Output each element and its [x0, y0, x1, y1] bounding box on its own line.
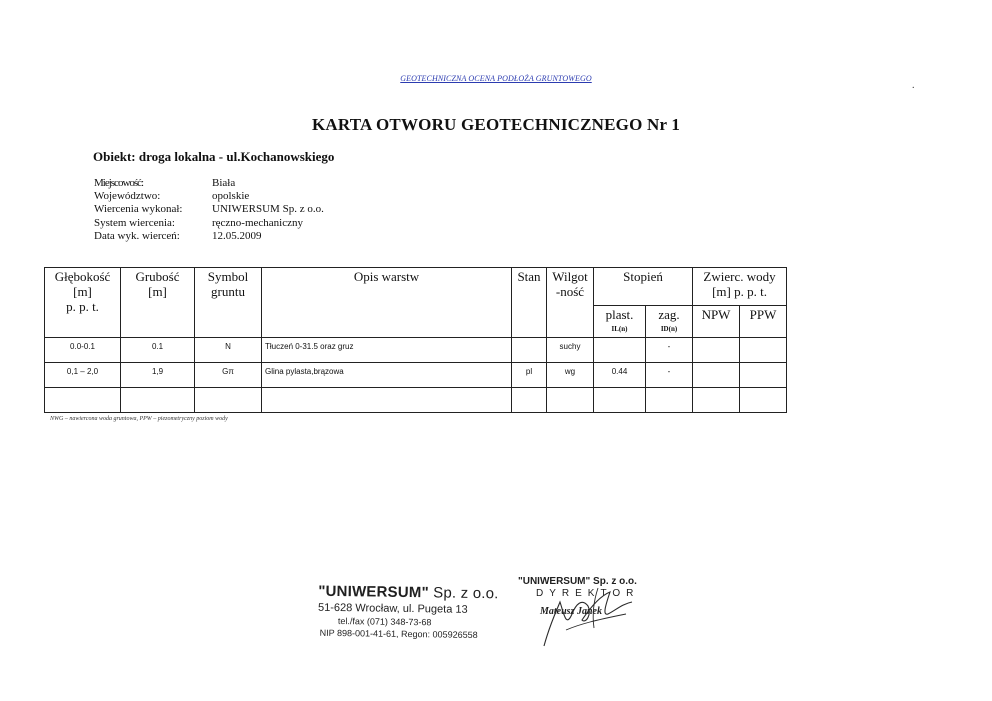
header-zag — [646, 306, 693, 338]
meta-key: Wiercenia wykonał: — [94, 203, 183, 216]
header-ppw-label: PPW — [749, 307, 777, 322]
cell-state — [512, 388, 547, 413]
director-stamp-company: "UNIWERSUM" Sp. z o.o. — [518, 576, 637, 587]
table-row — [45, 388, 787, 413]
header-symbol-l2: gruntu — [211, 284, 245, 299]
cell-description: Glina pylasta,brązowa — [262, 363, 512, 388]
borehole-table — [44, 267, 787, 413]
cell-zag: - — [646, 363, 693, 388]
cell-moisture: suchy — [547, 338, 594, 363]
stamp-company-rest: Sp. z o.o. — [428, 584, 499, 603]
table-row — [45, 363, 787, 388]
header-symbol — [195, 268, 262, 338]
company-stamp — [318, 583, 499, 641]
cell-symbol: Gπ — [195, 363, 262, 388]
cell-state: pl — [512, 363, 547, 388]
table-row — [45, 338, 787, 363]
meta-row — [94, 177, 324, 190]
header-plast-symbol: IL(n) — [611, 325, 628, 333]
page-title: KARTA OTWORU GEOTECHNICZNEGO Nr 1 — [311, 115, 681, 134]
header-plast — [594, 306, 646, 338]
meta-block — [94, 177, 324, 243]
header-ppw — [740, 306, 787, 338]
header-degree: Stopień — [594, 268, 693, 306]
cell-ppw — [740, 338, 787, 363]
meta-value: ręczno-mechaniczny — [212, 216, 303, 229]
header-plast-label: plast. — [605, 307, 634, 322]
header-npw-label: NPW — [701, 307, 731, 322]
cell-description — [262, 388, 512, 413]
meta-row — [94, 230, 324, 243]
header-link[interactable]: GEOTECHNICZNA OCENA PODŁOŻA GRUNTOWEGO — [400, 74, 592, 83]
cell-thickness — [121, 388, 195, 413]
director-stamp-name: Mateusz Janek — [540, 606, 602, 617]
cell-symbol — [195, 388, 262, 413]
header-thickness — [121, 268, 195, 338]
header-thickness-l1: Grubość — [135, 269, 180, 284]
stamp-address: 51-628 Wrocław, ul. Pugeta 13 — [317, 601, 468, 616]
header-zag-label: zag. — [658, 307, 680, 322]
cell-ppw — [740, 388, 787, 413]
footnote: NWG – nawiercona woda gruntowa, PPW – piezometryczny poziom wody — [50, 416, 228, 422]
header-moisture-l1: Wilgot — [552, 269, 588, 284]
header-depth-l2: [m] — [73, 284, 92, 299]
cell-thickness: 0.1 — [121, 338, 195, 363]
cell-plast — [594, 388, 646, 413]
meta-value: opolskie — [212, 190, 250, 203]
header-zag-symbol: ID(n) — [660, 325, 678, 333]
meta-row — [94, 203, 324, 216]
handwritten-signature — [536, 584, 646, 654]
header-thickness-l2: [m] — [148, 284, 167, 299]
cell-npw — [693, 363, 740, 388]
meta-key: Miejscowość: — [94, 177, 144, 189]
stamp-nip: NIP 898-001-41-61, Regon: 005926558 — [319, 627, 478, 640]
header-water — [693, 268, 787, 306]
meta-key: Data wyk. wierceń: — [94, 229, 180, 242]
header-water-l2: [m] p. p. t. — [712, 284, 767, 299]
cell-plast: 0.44 — [594, 363, 646, 388]
stamp-company-name — [318, 583, 499, 603]
header-description: Opis warstw — [262, 268, 512, 338]
cell-npw — [693, 338, 740, 363]
header-water-l1: Zwierc. wody — [703, 269, 776, 284]
cell-description: Tłuczeń 0-31.5 oraz gruz — [262, 338, 512, 363]
header-state: Stan — [512, 268, 547, 338]
stamp-company-quoted: "UNIWERSUM" — [318, 582, 429, 602]
cell-depth: 0.0-0.1 — [45, 338, 121, 363]
meta-value: 12.05.2009 — [212, 229, 262, 242]
cell-thickness: 1,9 — [121, 363, 195, 388]
cell-npw — [693, 388, 740, 413]
director-stamp-role: DYREKTOR — [536, 588, 640, 599]
header-npw — [693, 306, 740, 338]
header-depth-l1: Głębokość — [54, 269, 111, 284]
meta-value: Biała — [212, 177, 236, 189]
cell-zag: - — [646, 338, 693, 363]
meta-key: Województwo: — [94, 190, 161, 203]
meta-value: UNIWERSUM Sp. z o.o. — [212, 203, 324, 216]
stamp-phone: tel./fax (071) 348-73-68 — [337, 616, 432, 628]
corner-mark: . — [912, 80, 915, 91]
cell-depth — [45, 388, 121, 413]
header-symbol-l1: Symbol — [207, 269, 249, 284]
header-moisture-l2: -ność — [555, 284, 585, 299]
cell-state — [512, 338, 547, 363]
object-line: Obiekt: droga lokalna - ul.Kochanowskiego — [93, 149, 335, 164]
meta-row — [94, 190, 324, 203]
cell-depth: 0,1 – 2,0 — [45, 363, 121, 388]
meta-key: System wiercenia: — [94, 216, 175, 229]
header-depth — [45, 268, 121, 338]
header-moisture — [547, 268, 594, 338]
cell-moisture — [547, 388, 594, 413]
cell-symbol: N — [195, 338, 262, 363]
cell-zag — [646, 388, 693, 413]
header-depth-l3: p. p. t. — [66, 299, 99, 314]
cell-ppw — [740, 363, 787, 388]
cell-plast — [594, 338, 646, 363]
meta-row — [94, 217, 324, 230]
cell-moisture: wg — [547, 363, 594, 388]
